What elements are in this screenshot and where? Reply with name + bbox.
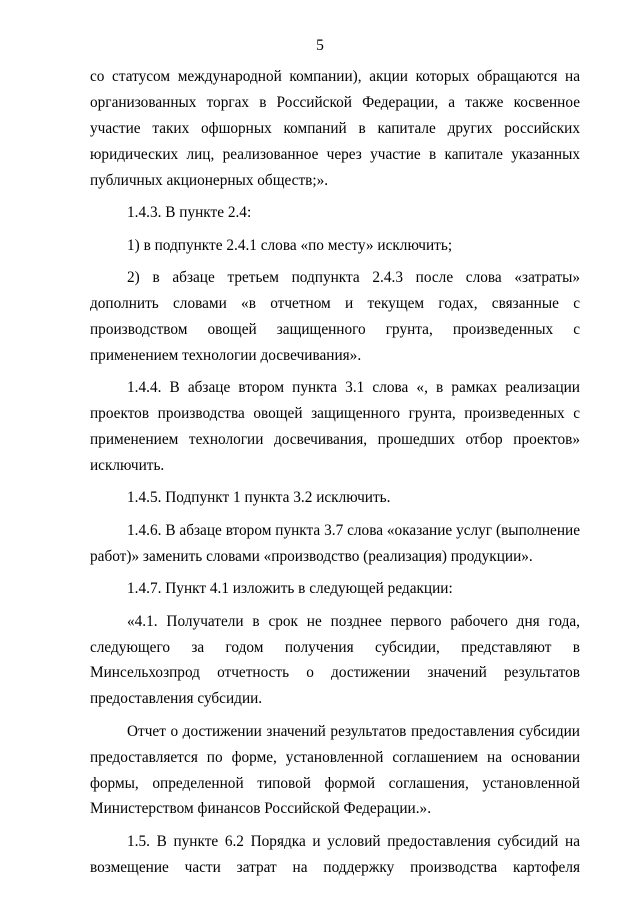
paragraph-continuation: со статусом международной компании), акции которых обращаются на организованных торгах в Российской Федерации, а также косвенное участие таких офшорных компаний в капитале других российских юридических лиц, реализованное через участие в капитале указанных публичных акционерных обществ;». (90, 68, 580, 189)
paragraph-quoted-4-1: «4.1. Получатели в срок не позднее первого рабочего дня года, следующего за годом получения субсидии, представляют в Минсельхозпрод отчетность о достижении значений результатов предоставления субсидии. (90, 612, 580, 708)
page-number: 5 (316, 37, 324, 54)
paragraph-item-1-4-7: 1.4.7. Пункт 4.1 изложить в следующей редакции: (127, 580, 453, 598)
paragraph-subitem-1: 1) в подпункте 2.4.1 слова «по месту» исключить; (127, 236, 453, 254)
paragraph-item-1-4-5: 1.4.5. Подпункт 1 пункта 3.2 исключить. (127, 489, 391, 507)
paragraph-item-1-4-4: 1.4.4. В абзаце втором пункта 3.1 слова «, в рамках реализации проектов производства овощей защищенного грунта, произведенных с применением технологии досвечивания, прошедших отбор проектов» исключить. (90, 379, 580, 474)
paragraph-item-1-4-3: 1.4.3. В пункте 2.4: (127, 204, 252, 222)
paragraph-report-form: Отчет о достижении значений результатов предоставления субсидии предоставляется по форме, установленной соглашением на основании формы, определенной типовой формой соглашения, установленной Министерством финансов Российской Федерации.». (90, 722, 580, 818)
document-body (90, 64, 580, 887)
paragraph-item-1-5: 1.5. В пункте 6.2 Порядка и условий предоставления субсидий на возмещение части затрат на поддержку производства картофеля (90, 832, 580, 876)
paragraph-subitem-2: 2) в абзаце третьем подпункта 2.4.3 после слова «затраты» дополнить словами «в отчетном и текущем годах, связанные с производством овощей защищенного грунта, произведенных с применением технологии досвечивания». (90, 268, 580, 364)
paragraph-item-1-4-6: 1.4.6. В абзаце втором пункта 3.7 слова «оказание услуг (выполнение работ)» заменить словами «производство (реализация) продукции». (90, 521, 580, 565)
